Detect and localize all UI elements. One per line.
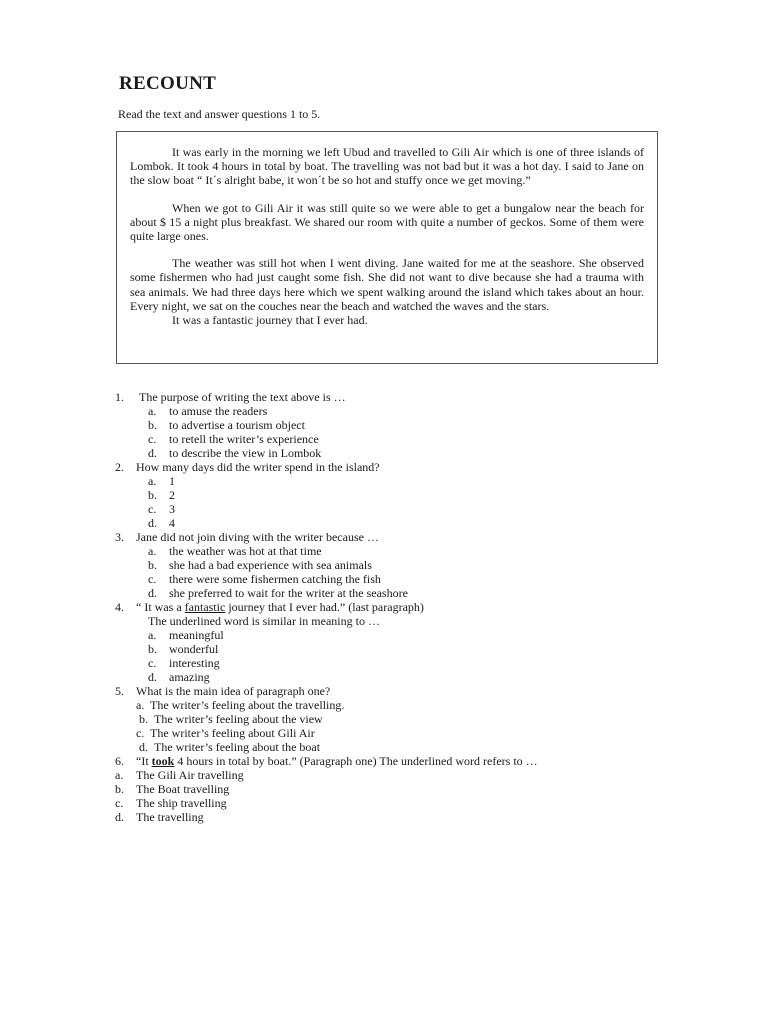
- underlined-word: took: [151, 754, 175, 768]
- option-letter: a.: [148, 474, 157, 488]
- question-4-text-after: journey that I ever had.” (last paragraph): [225, 600, 424, 614]
- question-number: 4.: [115, 600, 124, 614]
- option-letter: b.: [115, 782, 124, 796]
- option-text: wonderful: [169, 642, 219, 656]
- option-letter: d.: [148, 586, 157, 600]
- option-text: she had a bad experience with sea animals: [169, 558, 372, 572]
- option-letter: c.: [148, 656, 157, 670]
- option-letter: a.: [148, 404, 157, 418]
- option-text: there were some fishermen catching the fish: [169, 572, 381, 586]
- option-text: 1: [169, 474, 175, 488]
- page-title: RECOUNT: [119, 73, 217, 94]
- option-text: to advertise a tourism object: [169, 418, 305, 432]
- option-letter: c.: [115, 796, 124, 810]
- question-number: 3.: [115, 530, 124, 544]
- option-text: The Boat travelling: [136, 782, 230, 796]
- option-letter: c.: [136, 726, 145, 740]
- option-text: to amuse the readers: [169, 404, 268, 418]
- option-text: 4: [169, 516, 175, 530]
- question-number: 1.: [115, 390, 124, 404]
- option-text: The writer’s feeling about the view: [154, 712, 323, 726]
- option-text: The writer’s feeling about the travelling.: [150, 698, 345, 712]
- option-text: 2: [169, 488, 175, 502]
- option-letter: d.: [148, 446, 157, 460]
- option-text: The ship travelling: [136, 796, 227, 810]
- underlined-word: fantastic: [184, 600, 226, 614]
- question-4-line-2: The underlined word is similar in meaning to …: [148, 614, 380, 628]
- option-text: to retell the writer’s experience: [169, 432, 319, 446]
- question-number: 5.: [115, 684, 124, 698]
- option-letter: c.: [148, 502, 157, 516]
- option-letter: d.: [139, 740, 148, 754]
- passage-paragraph-3: The weather was still hot when I went diving. Jane waited for me at the seashore. She observed some fishermen who had just caught some fish. She did not want to dive because she had a trauma with sea animals. We had three days here which we spent walking around the island which takes about an hour. Every night, we sat on the couches near the beach and watched the waves and the stars.: [130, 256, 644, 313]
- question-number: 2.: [115, 460, 124, 474]
- option-text: The writer’s feeling about the boat: [154, 740, 321, 754]
- option-text: The travelling: [136, 810, 204, 824]
- question-6-text-before: “It: [136, 754, 152, 768]
- question-number: 6.: [115, 754, 124, 768]
- instruction-text: Read the text and answer questions 1 to 5.: [118, 107, 321, 121]
- option-text: meaningful: [169, 628, 224, 642]
- question-4-text: [136, 600, 424, 614]
- question-6-text-after: 4 hours in total by boat.” (Paragraph one) The underlined word refers to …: [174, 754, 538, 768]
- reading-passage-box: [116, 131, 658, 364]
- option-text: 3: [169, 502, 175, 516]
- question-3-text: Jane did not join diving with the writer because …: [136, 530, 379, 544]
- question-1-text: The purpose of writing the text above is …: [139, 390, 346, 404]
- option-letter: b.: [139, 712, 148, 726]
- option-letter: c.: [148, 572, 157, 586]
- option-letter: a.: [136, 698, 145, 712]
- option-text: amazing: [169, 670, 210, 684]
- option-letter: d.: [148, 516, 157, 530]
- option-letter: a.: [148, 544, 157, 558]
- option-letter: d.: [148, 670, 157, 684]
- passage-paragraph-1: It was early in the morning we left Ubud and travelled to Gili Air which is one of three islands of Lombok. It took 4 hours in total by boat. The travelling was not bad but it was a hot day. I said to Jane on the slow boat “ It´s alright babe, it won´t be so hot and stuffy once we get moving.”: [130, 145, 644, 188]
- option-text: The Gili Air travelling: [136, 768, 244, 782]
- question-2-text: How many days did the writer spend in the island?: [136, 460, 380, 474]
- question-5-text: What is the main idea of paragraph one?: [136, 684, 331, 698]
- question-4-text-before: “ It was a: [136, 600, 185, 614]
- option-letter: a.: [115, 768, 124, 782]
- option-letter: b.: [148, 488, 157, 502]
- option-letter: d.: [115, 810, 124, 824]
- passage-paragraph-4: It was a fantastic journey that I ever had.: [172, 313, 368, 328]
- option-text: interesting: [169, 656, 220, 670]
- option-text: she preferred to wait for the writer at the seashore: [169, 586, 408, 600]
- question-6-text: [136, 754, 538, 768]
- option-text: the weather was hot at that time: [169, 544, 322, 558]
- option-letter: b.: [148, 642, 157, 656]
- option-text: The writer’s feeling about Gili Air: [150, 726, 315, 740]
- option-letter: a.: [148, 628, 157, 642]
- option-letter: b.: [148, 558, 157, 572]
- option-letter: c.: [148, 432, 157, 446]
- option-letter: b.: [148, 418, 157, 432]
- passage-paragraph-2: When we got to Gili Air it was still quite so we were able to get a bungalow near the beach for about $ 15 a night plus breakfast. We shared our room with quite a number of geckos. Some of them were quite large ones.: [130, 200, 644, 244]
- option-text: to describe the view in Lombok: [169, 446, 322, 460]
